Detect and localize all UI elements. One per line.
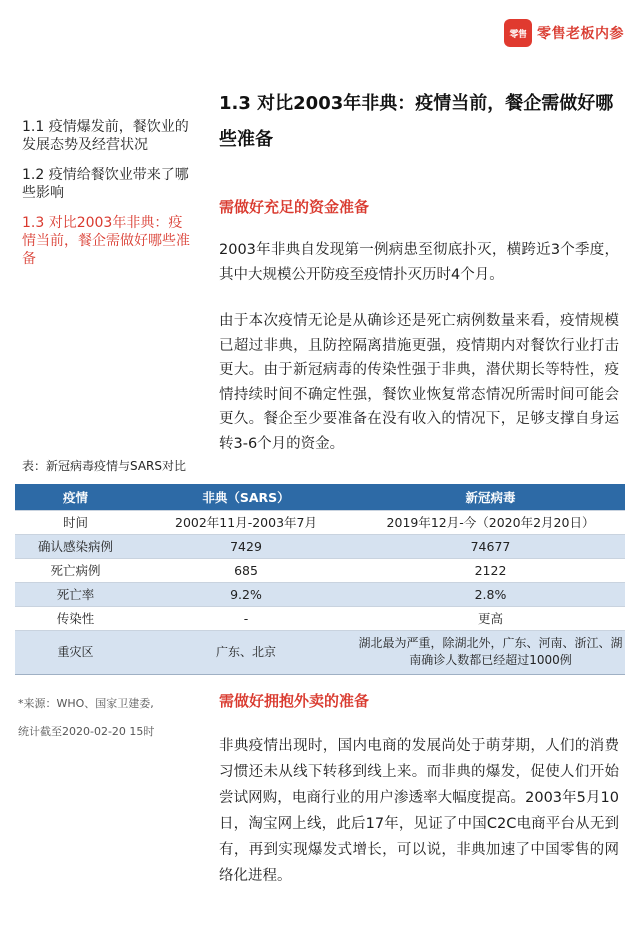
main-content	[219, 86, 619, 456]
brand-logo	[504, 19, 624, 47]
row-label: 传染性	[15, 606, 136, 630]
sars-value: 2002年11月-2003年7月	[136, 510, 356, 534]
row-label: 时间	[15, 510, 136, 534]
source-line-1: *来源：WHO、国家卫建委,	[18, 697, 154, 710]
table-header-row	[15, 484, 625, 510]
brand-mark-icon: 零售	[504, 19, 532, 47]
covid-value: 2122	[356, 558, 625, 582]
table-caption: 表：新冠病毒疫情与SARS对比	[22, 459, 187, 473]
paragraph-sars-duration: 2003年非典自发现第一例病患至彻底扑灭，横跨近3个季度，其中大规模公开防疫至疫情扑灭历时4个月。	[219, 242, 619, 283]
covid-value: 2019年12月-今（2020年2月20日）	[356, 510, 625, 534]
main-content-lower	[219, 690, 619, 889]
subtitle-delivery: 需做好拥抱外卖的准备	[219, 692, 370, 710]
row-label: 确认感染病例	[15, 534, 136, 558]
row-label: 重灾区	[15, 630, 136, 674]
sars-value: -	[136, 606, 356, 630]
header-epidemic: 疫情	[15, 484, 136, 510]
covid-value: 湖北最为严重，除湖北外，广东、河南、浙江、湖南确诊人数都已经超过1000例	[356, 630, 625, 674]
sars-value: 685	[136, 558, 356, 582]
row-label: 死亡病例	[15, 558, 136, 582]
sars-value: 广东、北京	[136, 630, 356, 674]
paragraph-ecommerce: 非典疫情出现时，国内电商的发展尚处于萌芽期，人们的消费习惯还未从线下转移到线上来。而非典的爆发，促使人们开始尝试网购，电商行业的用户渗透率大幅度提高。2003年5月10日，淘宝网上线，此后17年，见证了中国C2C电商平台从无到有，再到实现爆发式增长，可以说，非典加速了中国零售的网络化进程。	[219, 738, 619, 884]
table-of-contents	[22, 118, 194, 280]
toc-item-1-1[interactable]: 1.1 疫情爆发前，餐饮业的发展态势及经营状况	[22, 119, 189, 153]
table-row	[15, 582, 625, 606]
section-title: 1.3 对比2003年非典：疫情当前，餐企需做好哪些准备	[219, 93, 614, 150]
covid-value: 74677	[356, 534, 625, 558]
toc-item-1-2[interactable]: 1.2 疫情给餐饮业带来了哪些影响	[22, 167, 189, 201]
row-label: 死亡率	[15, 582, 136, 606]
comparison-table	[15, 484, 625, 675]
covid-value: 更高	[356, 606, 625, 630]
header-sars: 非典（SARS）	[136, 484, 356, 510]
source-line-2: 统计截至2020-02-20 15时	[18, 725, 155, 738]
table-row	[15, 534, 625, 558]
brand-name: 零售老板内参	[537, 26, 624, 42]
table-row	[15, 558, 625, 582]
toc-item-1-3[interactable]: 1.3 对比2003年非典：疫情当前，餐企需做好哪些准备	[22, 215, 190, 267]
sars-value: 9.2%	[136, 582, 356, 606]
source-note	[18, 690, 203, 746]
table-row	[15, 510, 625, 534]
covid-value: 2.8%	[356, 582, 625, 606]
table-row	[15, 606, 625, 630]
header-covid: 新冠病毒	[356, 484, 625, 510]
paragraph-epidemic-impact: 由于本次疫情无论是从确诊还是死亡病例数量来看，疫情规模已超过非典，且防控隔离措施更强，疫情期内对餐饮行业打击更大。由于新冠病毒的传染性强于非典，潜伏期长等特性，疫情持续时间不确定性强，餐饮业恢复常态情况所需时间可能会更久。餐企至少要准备在没有收入的情况下，足够支撑自身运转3-6个月的资金。	[219, 313, 619, 452]
subtitle-funding: 需做好充足的资金准备	[219, 198, 370, 216]
sars-value: 7429	[136, 534, 356, 558]
table-row	[15, 630, 625, 674]
